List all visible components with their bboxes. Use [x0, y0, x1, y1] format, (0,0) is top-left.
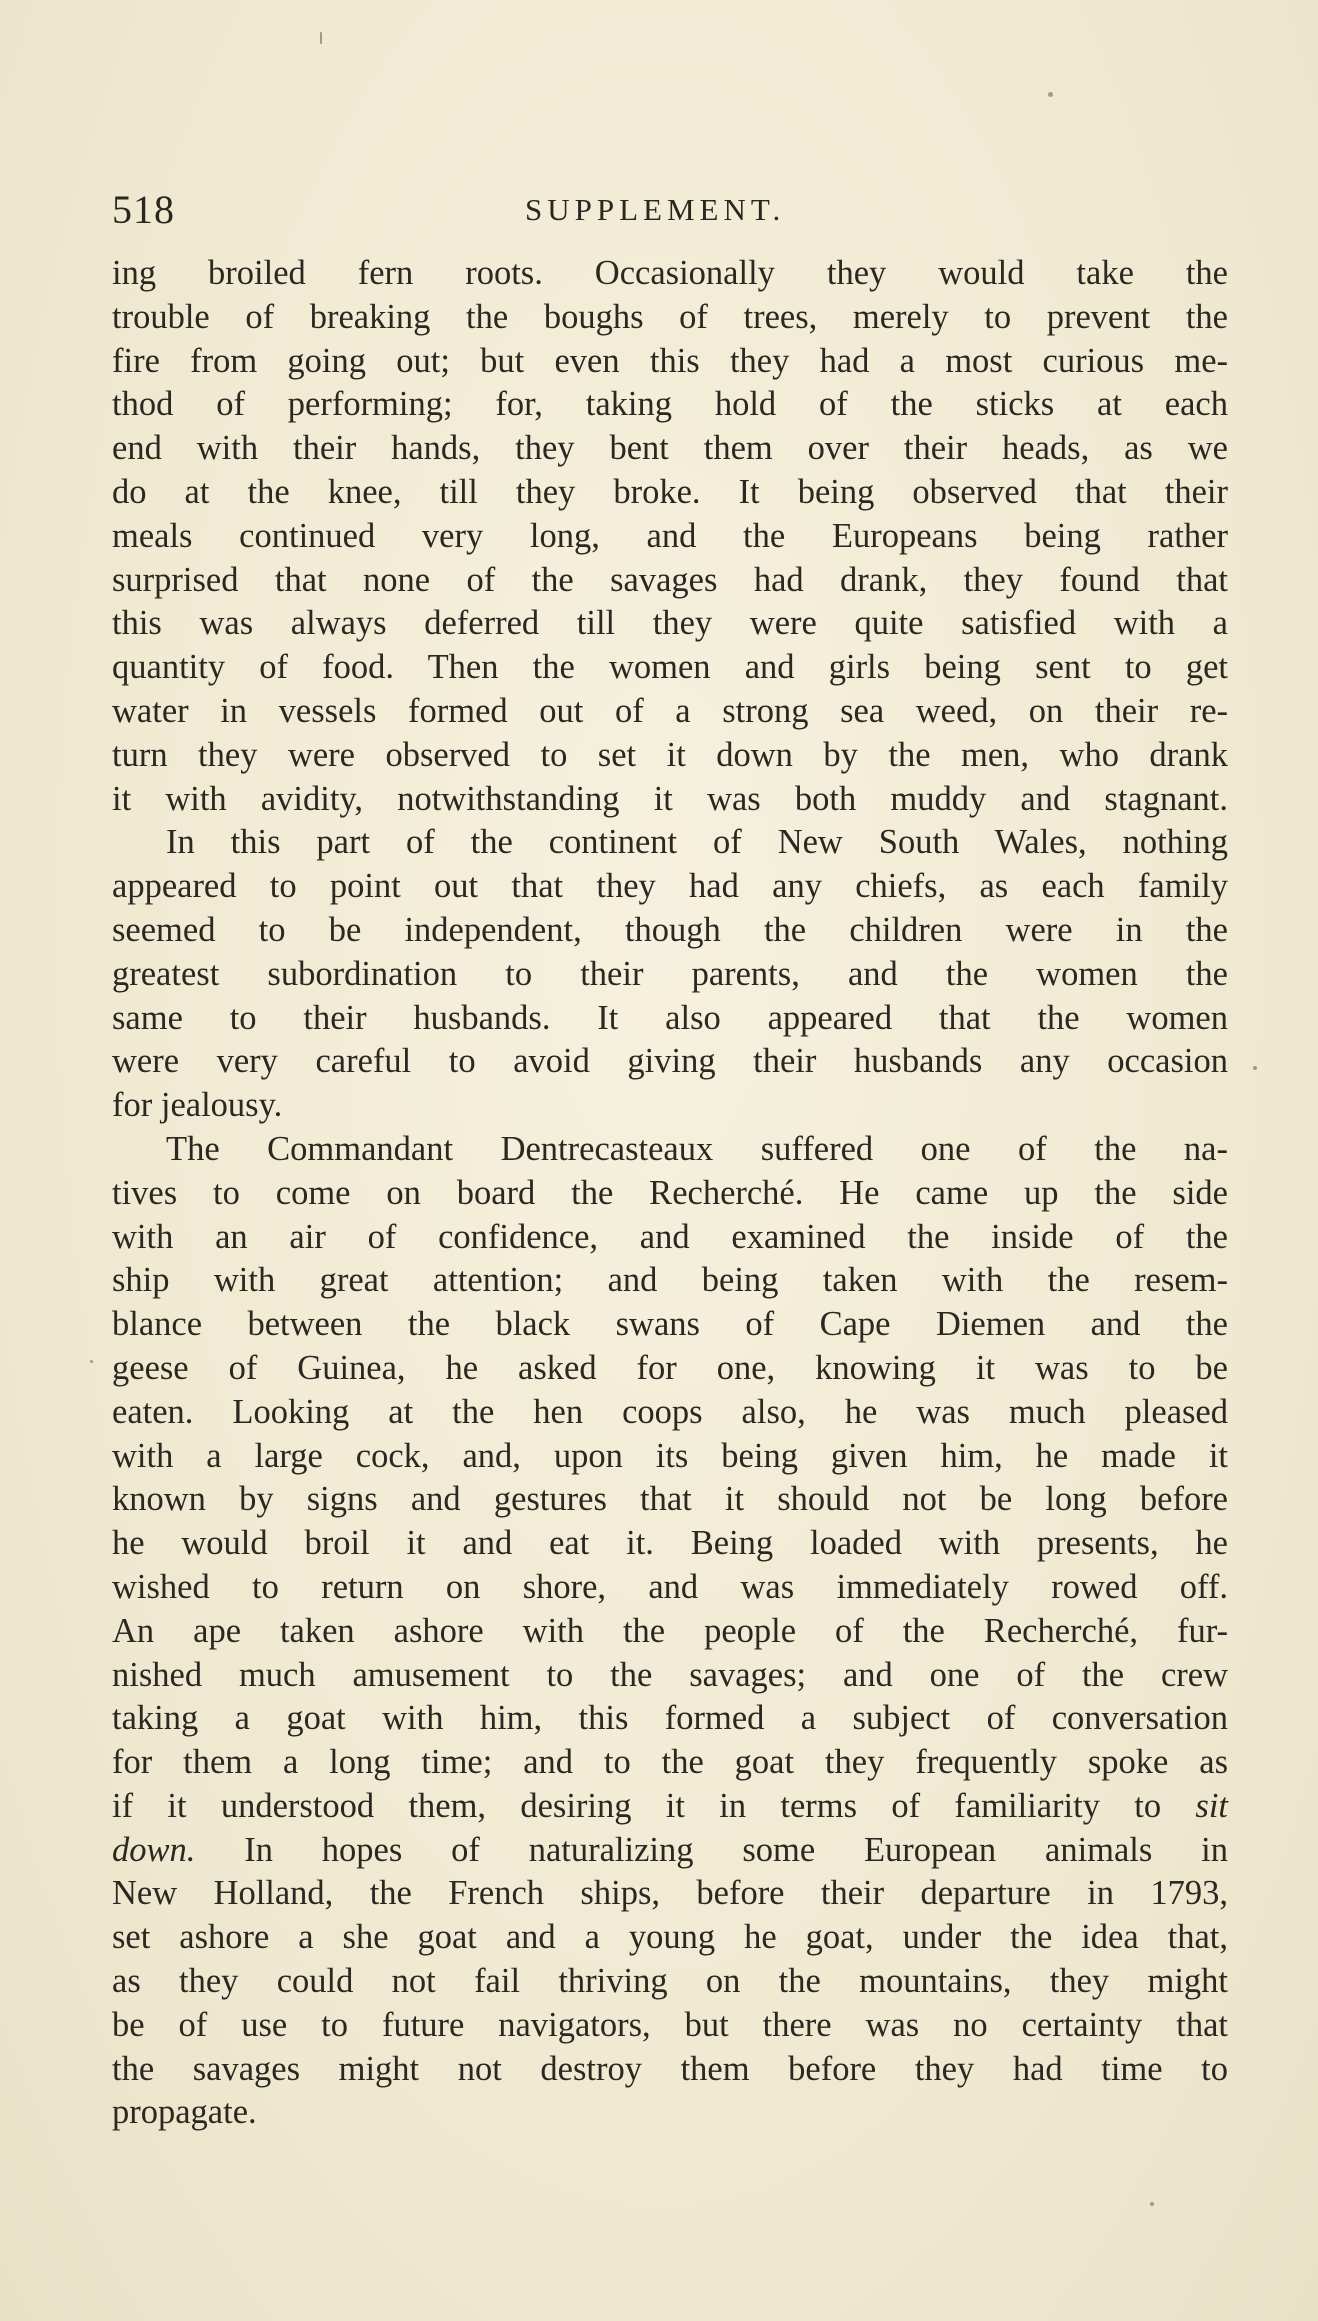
text-line: tives to come on board the Recherché. He came up the side	[112, 1173, 1228, 1212]
text-line: seemed to be independent, though the children were in the	[112, 910, 1228, 949]
paragraph-end-line: propagate.	[112, 2093, 257, 2132]
page-number: 518	[112, 187, 175, 232]
text-line: nished much amusement to the savages; and one of the crew	[112, 1655, 1228, 1694]
text-line: taking a goat with him, this formed a subject of conversation	[112, 1699, 1228, 1738]
paragraph-start-line: In this part of the continent of New South Wales, nothing	[166, 823, 1228, 862]
text-line-with-italic	[112, 1829, 1228, 1873]
text-line: New Holland, the French ships, before their departure in 1793,	[112, 1874, 1228, 1913]
text-line: blance between the black swans of Cape Diemen and the	[112, 1305, 1228, 1344]
text-line: were very careful to avoid giving their husbands any occasion	[112, 1042, 1228, 1081]
paragraph-start-line: The Commandant Dentrecasteaux suffered one of the na-	[166, 1129, 1228, 1168]
text-line: it with avidity, notwithstanding it was both muddy and stagnant.	[112, 779, 1228, 818]
text-line: same to their husbands. It also appeared that the women	[112, 998, 1228, 1037]
text-line: set ashore a she goat and a young he goat, under the idea that,	[112, 1918, 1228, 1957]
text-line: as they could not fail thriving on the mountains, they might	[112, 1962, 1228, 2001]
text-fragment: if it understood them, desiring it in terms of familiarity to	[112, 1786, 1196, 1825]
text-line: do at the knee, till they broke. It being observed that their	[112, 472, 1228, 511]
text-line: ship with great attention; and being taken with the resem-	[112, 1261, 1228, 1300]
text-line: with an air of confidence, and examined the inside of the	[112, 1217, 1228, 1256]
text-line: fire from going out; but even this they had a most curious me-	[112, 341, 1228, 380]
text-line: with a large cock, and, upon its being given him, he made it	[112, 1436, 1228, 1475]
text-line: water in vessels formed out of a strong sea weed, on their re-	[112, 691, 1228, 730]
page-header	[112, 186, 1212, 246]
paper-speck	[1048, 92, 1053, 97]
text-line: wished to return on shore, and was immediately rowed off.	[112, 1567, 1228, 1606]
text-line: he would broil it and eat it. Being loaded with presents, he	[112, 1524, 1228, 1563]
paper-speck	[320, 32, 322, 44]
paper-speck	[1150, 2202, 1154, 2206]
paragraph-end-line: for jealousy.	[112, 1086, 283, 1125]
text-line: known by signs and gestures that it should not be long before	[112, 1480, 1228, 1519]
text-line: meals continued very long, and the Europeans being rather	[112, 516, 1228, 555]
text-line: turn they were observed to set it down by the men, who drank	[112, 735, 1228, 774]
paper-speck	[90, 1360, 93, 1363]
text-line: the savages might not destroy them before they had time to	[112, 2049, 1228, 2088]
italic-word: sit	[1195, 1786, 1228, 1825]
text-line: end with their hands, they bent them over their heads, as we	[112, 429, 1228, 468]
text-line: quantity of food. Then the women and girls being sent to get	[112, 648, 1228, 687]
running-head: SUPPLEMENT.	[525, 192, 786, 227]
text-line: geese of Guinea, he asked for one, knowing it was to be	[112, 1348, 1228, 1387]
body-text	[112, 252, 1228, 2135]
text-line: be of use to future navigators, but there was no certainty that	[112, 2005, 1228, 2044]
text-line: for them a long time; and to the goat they frequently spoke as	[112, 1743, 1228, 1782]
text-line: trouble of breaking the boughs of trees, merely to prevent the	[112, 297, 1228, 336]
text-line: thod of performing; for, taking hold of the sticks at each	[112, 385, 1228, 424]
text-line: surprised that none of the savages had drank, they found that	[112, 560, 1228, 599]
text-line: this was always deferred till they were quite satisfied with a	[112, 604, 1228, 643]
text-line: appeared to point out that they had any chiefs, as each family	[112, 867, 1228, 906]
italic-word: down.	[112, 1830, 196, 1869]
paper-speck	[1253, 1066, 1257, 1070]
text-line-with-italic	[112, 1785, 1228, 1829]
text-line: ing broiled fern roots. Occasionally they would take the	[112, 254, 1228, 292]
text-fragment: In hopes of naturalizing some European animals in	[195, 1830, 1228, 1869]
text-line: An ape taken ashore with the people of the Recherché, fur-	[112, 1611, 1228, 1650]
text-line: greatest subordination to their parents, and the women the	[112, 954, 1228, 993]
text-line: eaten. Looking at the hen coops also, he was much pleased	[112, 1392, 1228, 1431]
